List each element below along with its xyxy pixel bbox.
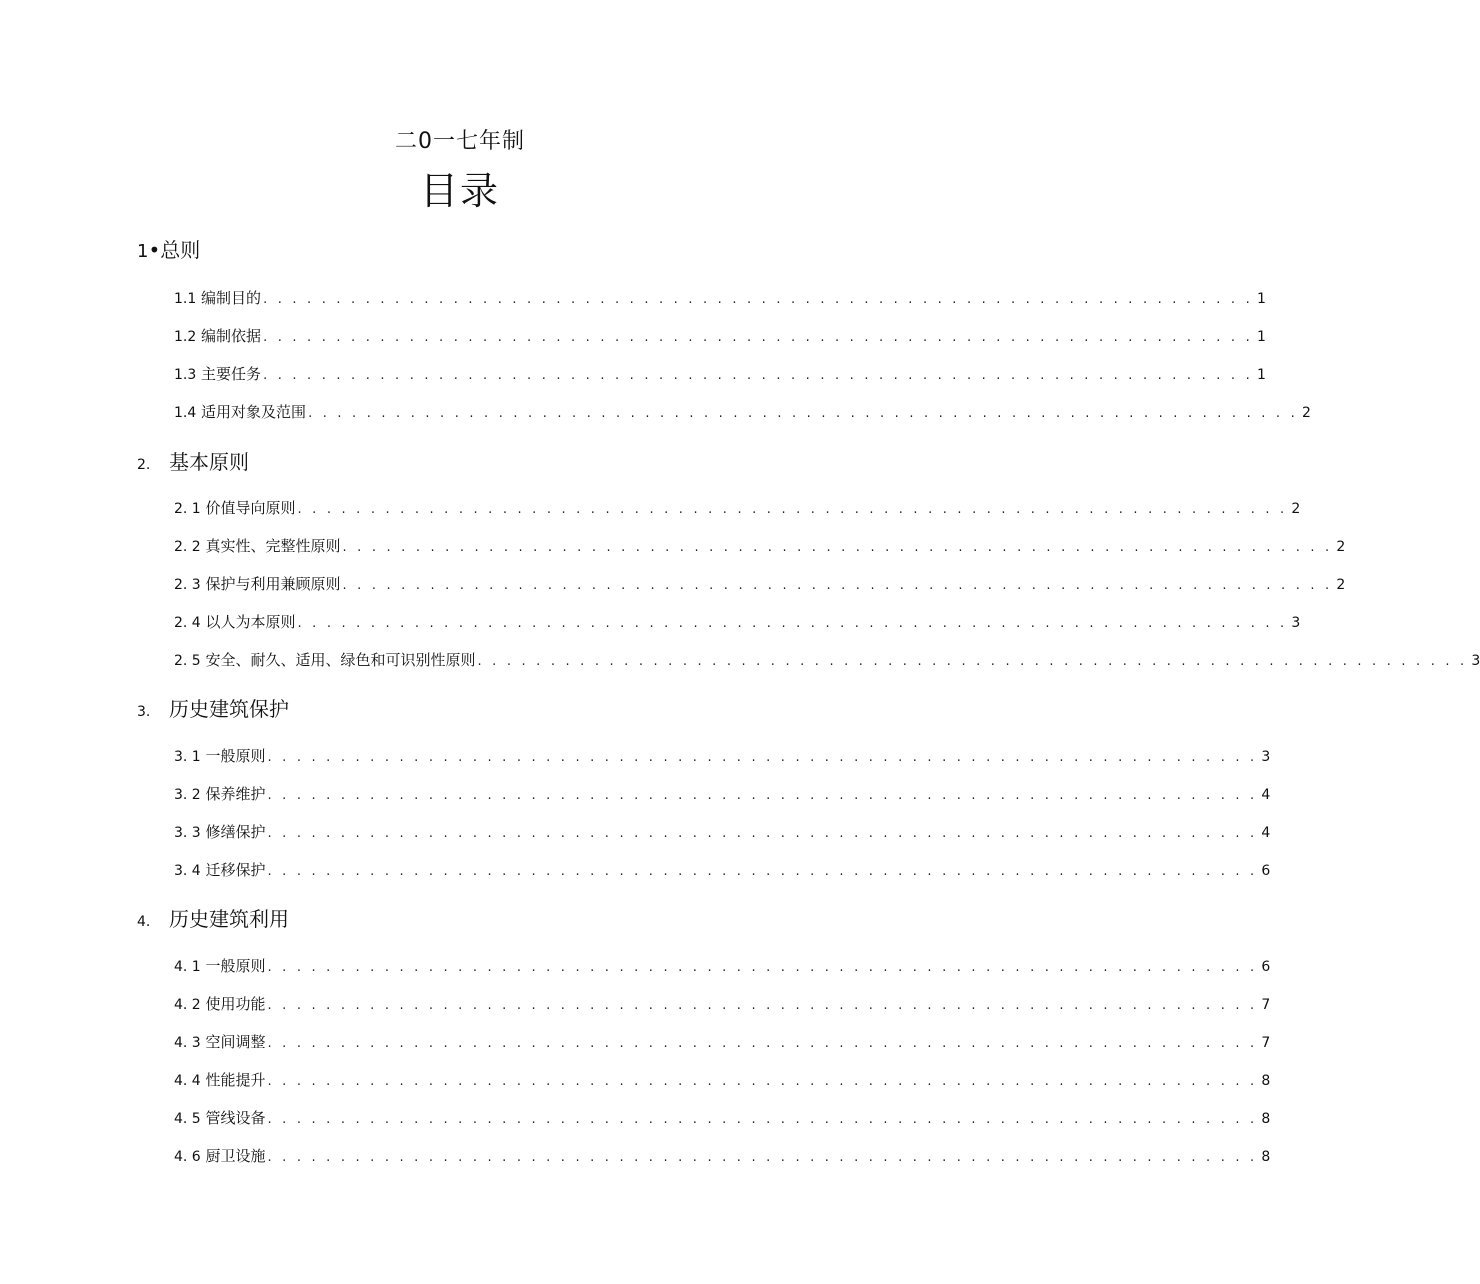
toc-entry-text: 真实性、完整性原则	[205, 537, 341, 555]
toc-page-number: 8	[1261, 1149, 1271, 1165]
toc-entry-label	[174, 860, 268, 881]
toc-entry[interactable]	[174, 746, 1271, 766]
toc-leader-dots: . . . . . . . . . . . . . . . . . . . . . . . . . . . . . . . . . . . . . . . . . . . . . . . . . . . . . . . . . . . . . . . . . . . .	[342, 578, 1333, 593]
toc-entry[interactable]	[174, 288, 1266, 308]
toc-leader-dots: . . . . . . . . . . . . . . . . . . . . . . . . . . . . . . . . . . . . . . . . . . . . . . . . . . . . . . . . . . . . . . . . . . . .	[267, 998, 1258, 1013]
toc-entry-text: 保护与利用兼顾原则	[205, 575, 341, 593]
toc-entry-text: 适用对象及范围	[201, 403, 307, 421]
toc-page-number: 1	[1256, 291, 1266, 307]
toc-entry[interactable]	[174, 822, 1271, 842]
toc-entry-label	[174, 1108, 268, 1129]
toc-entry-text: 一般原则	[205, 957, 266, 975]
toc-leader-dots: . . . . . . . . . . . . . . . . . . . . . . . . . . . . . . . . . . . . . . . . . . . . . . . . . . . . . . . . . . . . . . . . . . . .	[297, 502, 1288, 517]
toc-page-number: 2	[1336, 539, 1346, 555]
toc-entry-number: 1.1	[174, 291, 197, 307]
toc-entry-number: 4. 3	[174, 1035, 201, 1051]
toc-page-number: 2	[1301, 405, 1311, 421]
section-title: 历史建筑利用	[169, 907, 289, 931]
toc-entry-label	[174, 1070, 268, 1091]
toc-entry-number: 1.4	[174, 405, 197, 421]
toc-leader-dots: . . . . . . . . . . . . . . . . . . . . . . . . . . . . . . . . . . . . . . . . . . . . . . . . . . . . . . . . . . . . . . . . . . . .	[267, 1036, 1258, 1051]
toc-page-number: 4	[1261, 787, 1271, 803]
toc-entry-text: 使用功能	[205, 995, 266, 1013]
toc-leader-dots: . . . . . . . . . . . . . . . . . . . . . . . . . . . . . . . . . . . . . . . . . . . . . . . . . . . . . . . . . . . . . . . . . . . .	[267, 826, 1258, 841]
toc-entry-number: 2. 4	[174, 615, 201, 631]
toc-page-number: 3	[1261, 749, 1271, 765]
toc-page-number: 8	[1261, 1111, 1271, 1127]
toc-entry-text: 编制依据	[201, 327, 262, 345]
section-title: 历史建筑保护	[169, 697, 289, 721]
toc-leader-dots: . . . . . . . . . . . . . . . . . . . . . . . . . . . . . . . . . . . . . . . . . . . . . . . . . . . . . . . . . . . . . . . . . . . .	[267, 1074, 1258, 1089]
toc-entry-text: 价值导向原则	[205, 499, 296, 517]
toc-page-number: 6	[1261, 959, 1271, 975]
toc-entry-number: 2. 1	[174, 501, 201, 517]
toc-entry-label	[174, 402, 308, 423]
toc-entry-label	[174, 326, 263, 347]
toc-page-number: 8	[1261, 1073, 1271, 1089]
toc-entry-label	[174, 784, 268, 805]
toc-entry-number: 4. 1	[174, 959, 201, 975]
toc-entry-number: 2. 5	[174, 653, 201, 669]
toc-entry[interactable]	[174, 994, 1271, 1014]
toc-entry-label	[174, 364, 263, 385]
section-title: •总则	[148, 238, 201, 262]
document-year: 二0一七年制	[395, 129, 525, 154]
toc-leader-dots: . . . . . . . . . . . . . . . . . . . . . . . . . . . . . . . . . . . . . . . . . . . . . . . . . . . . . . . . . . . . . . . . . . . .	[263, 292, 1253, 307]
toc-entry-text: 编制目的	[201, 289, 262, 307]
toc-entry-label	[174, 574, 343, 595]
section-title: 基本原则	[169, 450, 249, 474]
toc-entry[interactable]	[174, 612, 1301, 632]
toc-entry-number: 4. 4	[174, 1073, 201, 1089]
toc-leader-dots: . . . . . . . . . . . . . . . . . . . . . . . . . . . . . . . . . . . . . . . . . . . . . . . . . . . . . . . . . . . . . . . . . . . .	[267, 960, 1258, 975]
toc-entry-label	[174, 288, 263, 309]
toc-entry[interactable]	[174, 1146, 1271, 1166]
toc-entry-label	[174, 612, 298, 633]
toc-entry-text: 以人为本原则	[205, 613, 296, 631]
toc-entry-text: 主要任务	[201, 365, 262, 383]
toc-page-number: 3	[1471, 653, 1480, 669]
toc-entry[interactable]	[174, 364, 1266, 384]
toc-page-number: 1	[1256, 367, 1266, 383]
toc-entry-text: 管线设备	[205, 1109, 266, 1127]
toc-entry-text: 安全、耐久、适用、绿色和可识别性原则	[205, 651, 476, 669]
toc-entry-number: 1.2	[174, 329, 197, 345]
toc-entry[interactable]	[174, 1032, 1271, 1052]
toc-entry-label	[174, 956, 268, 977]
toc-leader-dots: . . . . . . . . . . . . . . . . . . . . . . . . . . . . . . . . . . . . . . . . . . . . . . . . . . . . . . . . . . . . . . . . . . . .	[267, 1112, 1258, 1127]
toc-entry[interactable]	[174, 1108, 1271, 1128]
toc-entry-text: 一般原则	[205, 747, 266, 765]
toc-entry[interactable]	[174, 1070, 1271, 1090]
section-number: 1	[137, 241, 149, 262]
toc-entry[interactable]	[174, 574, 1346, 594]
toc-entry-text: 保养维护	[205, 785, 266, 803]
toc-entry[interactable]	[174, 650, 1480, 670]
toc-entry[interactable]	[174, 498, 1301, 518]
toc-leader-dots: . . . . . . . . . . . . . . . . . . . . . . . . . . . . . . . . . . . . . . . . . . . . . . . . . . . . . . . . . . . . . . . . . . . .	[263, 330, 1253, 345]
toc-entry-number: 4. 5	[174, 1111, 201, 1127]
toc-leader-dots: . . . . . . . . . . . . . . . . . . . . . . . . . . . . . . . . . . . . . . . . . . . . . . . . . . . . . . . . . . . . . . . . . . . .	[477, 654, 1468, 669]
toc-entry-label	[174, 994, 268, 1015]
toc-leader-dots: . . . . . . . . . . . . . . . . . . . . . . . . . . . . . . . . . . . . . . . . . . . . . . . . . . . . . . . . . . . . . . . . . . . .	[342, 540, 1333, 555]
toc-leader-dots: . . . . . . . . . . . . . . . . . . . . . . . . . . . . . . . . . . . . . . . . . . . . . . . . . . . . . . . . . . . . . . . . . . . .	[263, 368, 1253, 383]
toc-entry-label	[174, 536, 343, 557]
section-number: 2.	[137, 457, 151, 473]
toc-entry[interactable]	[174, 956, 1271, 976]
toc-entry-text: 厨卫设施	[205, 1147, 266, 1165]
toc-entry[interactable]	[174, 860, 1271, 880]
toc-leader-dots: . . . . . . . . . . . . . . . . . . . . . . . . . . . . . . . . . . . . . . . . . . . . . . . . . . . . . . . . . . . . . . . . . . . .	[267, 750, 1258, 765]
toc-entry-label	[174, 1146, 268, 1167]
toc-leader-dots: . . . . . . . . . . . . . . . . . . . . . . . . . . . . . . . . . . . . . . . . . . . . . . . . . . . . . . . . . . . . . . . . . . . .	[267, 864, 1258, 879]
toc-leader-dots: . . . . . . . . . . . . . . . . . . . . . . . . . . . . . . . . . . . . . . . . . . . . . . . . . . . . . . . . . . . . . . . . . . . .	[308, 406, 1298, 421]
toc-page-number: 7	[1261, 997, 1271, 1013]
toc-entry-text: 性能提升	[205, 1071, 266, 1089]
section-heading[interactable]	[137, 450, 249, 477]
toc-leader-dots: . . . . . . . . . . . . . . . . . . . . . . . . . . . . . . . . . . . . . . . . . . . . . . . . . . . . . . . . . . . . . . . . . . . .	[267, 1150, 1258, 1165]
toc-page-number: 2	[1336, 577, 1346, 593]
toc-entry-number: 3. 2	[174, 787, 201, 803]
toc-entry-text: 空间调整	[205, 1033, 266, 1051]
toc-entry[interactable]	[174, 402, 1311, 422]
toc-entry-label	[174, 650, 478, 671]
toc-entry-label	[174, 822, 268, 843]
toc-page-number: 2	[1291, 501, 1301, 517]
toc-entry[interactable]	[174, 784, 1271, 804]
toc-entry-label	[174, 746, 268, 767]
toc-entry-text: 修缮保护	[205, 823, 266, 841]
toc-entry[interactable]	[174, 326, 1266, 346]
toc-leader-dots: . . . . . . . . . . . . . . . . . . . . . . . . . . . . . . . . . . . . . . . . . . . . . . . . . . . . . . . . . . . . . . . . . . . .	[297, 616, 1288, 631]
page-title: 目录	[419, 169, 500, 213]
toc-entry-text: 迁移保护	[205, 861, 266, 879]
toc-page-number: 3	[1291, 615, 1301, 631]
toc-page-number: 1	[1256, 329, 1266, 345]
section-number: 4.	[137, 914, 151, 930]
toc-entry-number: 3. 1	[174, 749, 201, 765]
toc-entry[interactable]	[174, 536, 1346, 556]
toc-entry-number: 3. 4	[174, 863, 201, 879]
toc-entry-label	[174, 498, 298, 519]
toc-entry-number: 1.3	[174, 367, 197, 383]
toc-entry-number: 2. 2	[174, 539, 201, 555]
toc-page-number: 6	[1261, 863, 1271, 879]
section-heading[interactable]	[137, 907, 289, 934]
toc-entry-label	[174, 1032, 268, 1053]
toc-leader-dots: . . . . . . . . . . . . . . . . . . . . . . . . . . . . . . . . . . . . . . . . . . . . . . . . . . . . . . . . . . . . . . . . . . . .	[267, 788, 1258, 803]
toc-entry-number: 3. 3	[174, 825, 201, 841]
toc-entry-number: 2. 3	[174, 577, 201, 593]
section-heading[interactable]	[137, 238, 200, 264]
section-heading[interactable]	[137, 697, 289, 724]
toc-page-number: 7	[1261, 1035, 1271, 1051]
section-number: 3.	[137, 704, 151, 720]
toc-page-number: 4	[1261, 825, 1271, 841]
toc-entry-number: 4. 2	[174, 997, 201, 1013]
toc-entry-number: 4. 6	[174, 1149, 201, 1165]
